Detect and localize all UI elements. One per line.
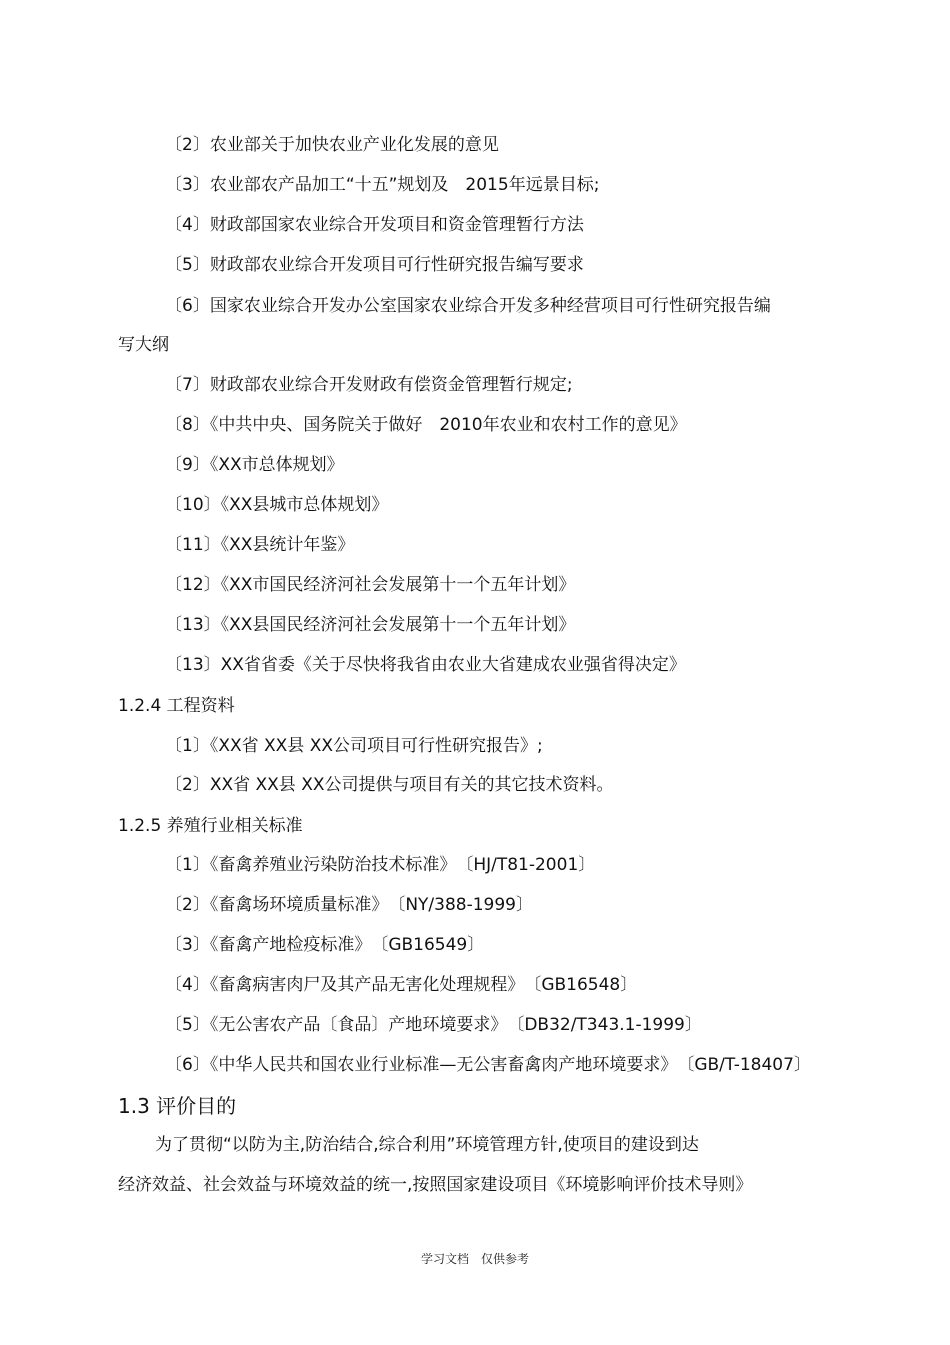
law-item-12: 〔12〕《XX市国民经济河社会发展第十一个五年计划》 <box>165 575 576 595</box>
purpose-paragraph-line-1: 为了贯彻“以防为主,防治结合,综合利用”环境管理方针,使项目的建设到达 <box>155 1135 699 1155</box>
law-item-6: 〔6〕国家农业综合开发办公室国家农业综合开发多种经营项目可行性研究报告编 <box>165 296 771 316</box>
standard-item-2: 〔2〕《畜禽场环境质量标准》 〔NY/388-1999〕 <box>165 895 533 915</box>
law-item-3: 〔3〕农业部农产品加工“十五”规划及 2015年远景目标; <box>165 175 600 195</box>
purpose-paragraph-line-2: 经济效益、社会效益与环境效益的统一,按照国家建设项目《环境影响评价技术导则》 <box>118 1175 753 1195</box>
standard-item-6: 〔6〕《中华人民共和国农业行业标准—无公害畜禽肉产地环境要求》 〔GB/T-18407〕 <box>165 1055 811 1075</box>
law-item-6-continued: 写大纲 <box>118 335 169 355</box>
standard-item-5: 〔5〕《无公害农产品〔食品〕产地环境要求》 〔DB32/T343.1-1999〕 <box>165 1015 702 1035</box>
section-1-3-title: 1.3 评价目的 <box>118 1094 237 1118</box>
page-footer: 学习文档 仅供参考 <box>420 1252 529 1266</box>
section-1-2-5-title: 1.2.5 养殖行业相关标准 <box>118 816 303 836</box>
law-item-10: 〔10〕《XX县城市总体规划》 <box>165 495 389 515</box>
engineering-item-1: 〔1〕《XX省 XX县 XX公司项目可行性研究报告》; <box>165 736 543 756</box>
law-item-9: 〔9〕《XX市总体规划》 <box>165 455 344 475</box>
standard-item-4: 〔4〕《畜禽病害肉尸及其产品无害化处理规程》 〔GB16548〕 <box>165 975 638 995</box>
law-item-13b: 〔13〕XX省省委《关于尽快将我省由农业大省建成农业强省得决定》 <box>165 655 686 675</box>
section-1-2-4-title: 1.2.4 工程资料 <box>118 696 235 716</box>
law-item-7: 〔7〕财政部农业综合开发财政有偿资金管理暂行规定; <box>165 375 573 395</box>
law-item-2: 〔2〕农业部关于加快农业产业化发展的意见 <box>165 135 499 155</box>
law-item-13: 〔13〕《XX县国民经济河社会发展第十一个五年计划》 <box>165 615 576 635</box>
engineering-item-2: 〔2〕XX省 XX县 XX公司提供与项目有关的其它技术资料。 <box>165 775 614 795</box>
standard-item-1: 〔1〕《畜禽养殖业污染防治技术标准》 〔HJ/T81-2001〕 <box>165 855 596 875</box>
standard-item-3: 〔3〕《畜禽产地检疫标准》 〔GB16549〕 <box>165 935 485 955</box>
law-item-5: 〔5〕财政部农业综合开发项目可行性研究报告编写要求 <box>165 255 584 275</box>
law-item-4: 〔4〕财政部国家农业综合开发项目和资金管理暂行方法 <box>165 215 584 235</box>
law-item-11: 〔11〕《XX县统计年鉴》 <box>165 535 355 555</box>
law-item-8: 〔8〕《中共中央、国务院关于做好 2010年农业和农村工作的意见》 <box>165 415 687 435</box>
